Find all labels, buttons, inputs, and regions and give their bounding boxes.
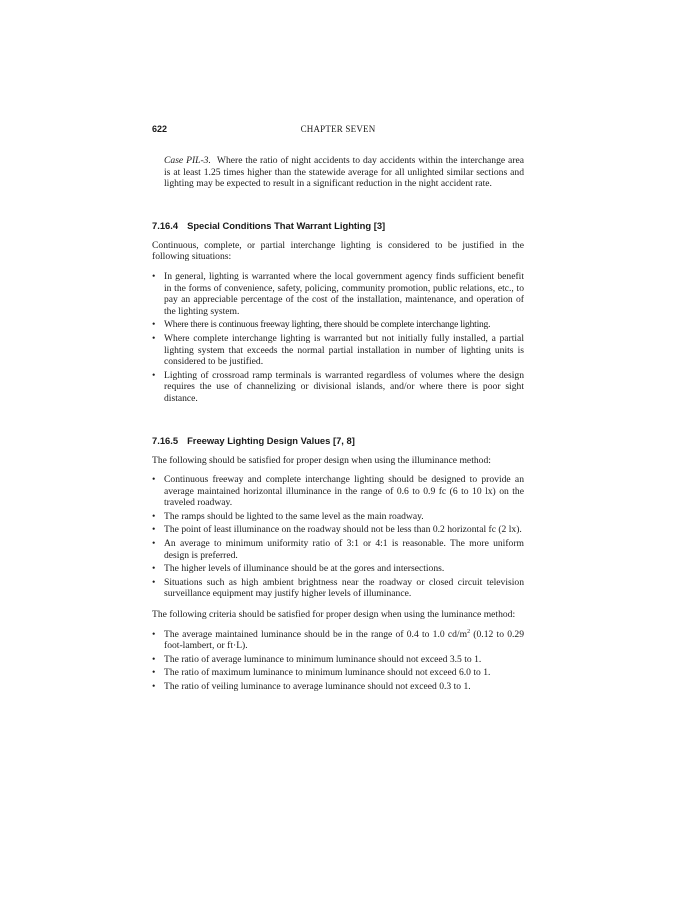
bullet-icon: • bbox=[152, 524, 156, 536]
list-item: • The higher levels of illuminance should be at the gores and intersections. bbox=[152, 563, 445, 575]
chapter-title: CHAPTER SEVEN bbox=[300, 124, 376, 134]
list-item: • Situations such as high ambient brightness near the roadway or closed circuit television surveillance equipment may justify higher levels of illuminance. bbox=[152, 576, 524, 600]
section-title: Special Conditions That Warrant Lighting [3] bbox=[187, 219, 386, 231]
bullet-icon: • bbox=[152, 538, 156, 550]
bullet-icon: • bbox=[152, 653, 156, 665]
bullet-icon: • bbox=[152, 474, 156, 486]
warrant-list bbox=[152, 271, 524, 405]
luminance-list bbox=[152, 629, 524, 693]
list-item: • Lighting of crossroad ramp terminals is warranted regardless of volumes where the design requires the use of channelizing or divisional islands, and/or where there is poor sight distance. bbox=[152, 369, 524, 404]
superscript: 2 bbox=[467, 628, 471, 635]
bullet-icon: • bbox=[152, 510, 156, 522]
list-item: • The average maintained luminance should be in the range of 0.4 to 1.0 $cd/m^2$ (0.12 to 0.29 foot-lambert, or ft·L). bbox=[152, 628, 525, 652]
case-paragraph bbox=[164, 155, 524, 190]
document-page bbox=[152, 124, 524, 695]
case-label: Case PIL-3. bbox=[164, 155, 211, 166]
list-item: • The ratio of veiling luminance to average luminance should not exceed 0.3 to 1. bbox=[152, 681, 471, 692]
section-number: 7.16.5 bbox=[152, 434, 179, 446]
page-number: 622 bbox=[152, 124, 168, 134]
bullet-icon: • bbox=[152, 319, 156, 331]
bullet-icon: • bbox=[152, 681, 156, 692]
bullet-icon: • bbox=[152, 270, 156, 282]
list-item: • Where complete interchange lighting is warranted but not initially fully installed, a partial lighting system that exceeds the normal partial installation in number of lighting units is considered to be justified. bbox=[152, 332, 524, 368]
bullet-icon: • bbox=[152, 332, 156, 344]
list-item: • Where there is continuous freeway lighting, there should be complete interchange lighting. bbox=[152, 319, 491, 331]
list-item: • The ratio of average luminance to minimum luminance should not exceed 3.5 to 1. bbox=[152, 653, 482, 665]
section-intro: Continuous, complete, or partial interchange lighting is considered to be justified in the following situations: bbox=[152, 239, 524, 263]
bullet-icon: • bbox=[152, 369, 156, 381]
list-item: • An average to minimum uniformity ratio of 3:1 or 4:1 is reasonable. The more uniform design is preferred. bbox=[152, 538, 524, 561]
luminance-intro: The following criteria should be satisfied for proper design when using the luminance method: bbox=[152, 609, 516, 621]
bullet-icon: • bbox=[152, 576, 156, 588]
list-item: • The ramps should be lighted to the same level as the main roadway. bbox=[152, 510, 424, 522]
list-item: • In general, lighting is warranted where the local government agency finds sufficient benefit in the forms of convenience, safety, policing, community promotion, public relations, etc., to pay an appreciable percentage of the cost of the installation, maintenance, and operation of the lighting system. bbox=[152, 270, 524, 317]
section-intro: The following should be satisfied for proper design when using the illuminance method: bbox=[152, 454, 491, 466]
section-heading-7-16-5 bbox=[152, 435, 524, 446]
section-number: 7.16.4 bbox=[152, 219, 179, 231]
section-title: Freeway Lighting Design Values [7, 8] bbox=[187, 434, 355, 446]
bullet-icon: • bbox=[152, 667, 156, 679]
bullet-icon: • bbox=[152, 628, 156, 640]
bullet-icon: • bbox=[152, 563, 156, 575]
illuminance-list bbox=[152, 474, 524, 600]
list-item: • The point of least illuminance on the roadway should not be less than 0.2 horizontal fc (2 lx). bbox=[152, 524, 522, 536]
list-item: • The ratio of maximum luminance to minimum luminance should not exceed 6.0 to 1. bbox=[152, 667, 491, 679]
running-header bbox=[152, 124, 524, 138]
section-heading-7-16-4 bbox=[152, 220, 524, 231]
case-text: Where the ratio of night accidents to day accidents within the interchange area is at least 1.25 times higher than the statewide average for all unlighted similar sections and lighting may be expected to result in a significant reduction in the night accident rate. bbox=[164, 155, 525, 190]
list-item: • Continuous freeway and complete interchange lighting should be designed to provide an average maintained horizontal illuminance in the range of 0.6 to 0.9 fc (6 to 10 lx) on the traveled roadway. bbox=[152, 474, 524, 509]
